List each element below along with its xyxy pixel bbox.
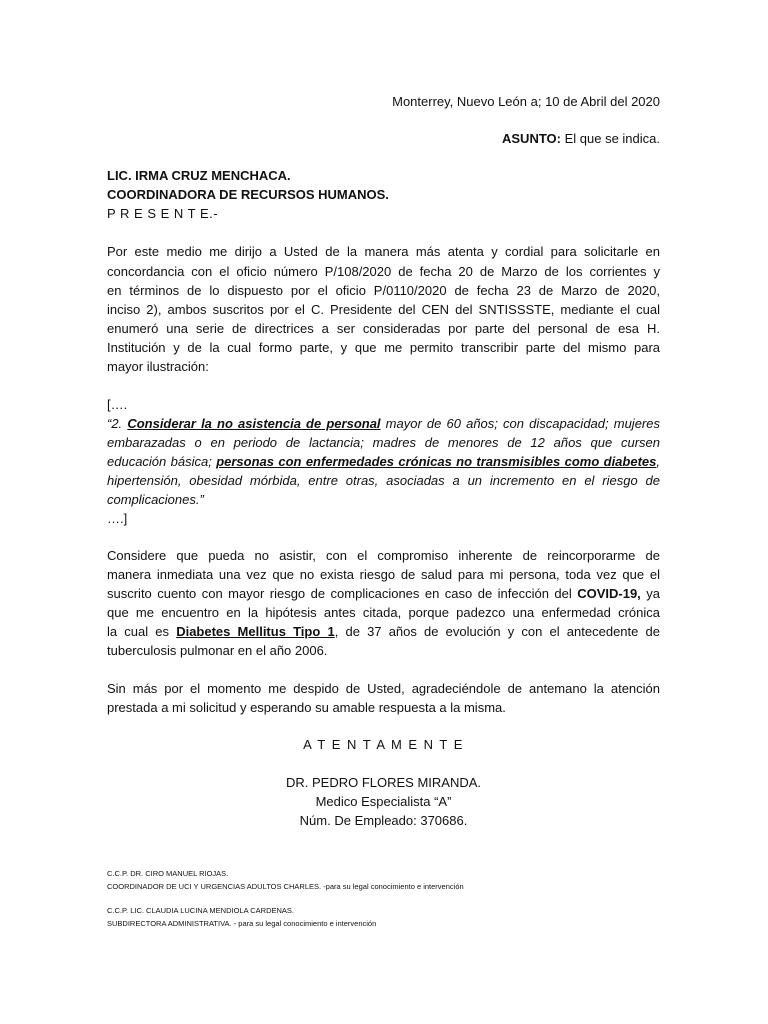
- paragraph2-line: que me encuentro en la hipótesis antes citada, porque padezco una enfermedad crónica: [107, 605, 660, 620]
- signer-name: DR. PEDRO FLORES MIRANDA.: [285, 775, 482, 790]
- paragraph3-line: Sin más por el momento me despido de Usted, agradeciéndole de antemano la atención: [107, 681, 660, 696]
- quote-line: hipertensión, obesidad mórbida, entre otras, asociadas a un incremento en el riesgo de: [107, 473, 660, 488]
- ccp-name: C.C.P. DR. CIRO MANUEL RIOJAS.: [107, 869, 229, 878]
- paragraph1-line: inciso 2), ambos suscritos por el C. Presidente del CEN del SNTISSSTE, mediante el cual: [107, 302, 660, 317]
- paragraph2-line: Considere que pueda no asistir, con el compromiso inherente de reincorporarme de: [107, 548, 660, 563]
- quote-text: ,: [656, 454, 660, 469]
- paragraph2-line: [107, 622, 660, 641]
- ccp-line: [107, 882, 464, 892]
- ccp-name: C.C.P. LIC. CLAUDIA LUCINA MENDIOLA CARDENAS.: [107, 906, 294, 915]
- diagnosis-emphasis: Diabetes Mellitus Tipo 1: [176, 624, 335, 639]
- paragraph1-line: Por este medio me dirijo a Usted de la manera más atenta y cordial para solicitarle en: [107, 244, 660, 259]
- ccp-note: - para su legal conocimiento e intervención: [231, 919, 377, 928]
- subject-label: ASUNTO:: [502, 131, 561, 146]
- paragraph1-line: en términos de lo dispuesto por el oficio P/0110/2020 de fecha 23 de Marzo de 2020,: [107, 283, 660, 298]
- presente-line: P R E S E N T E.-: [107, 206, 219, 221]
- signer-title: Medico Especialista “A”: [315, 794, 452, 809]
- paragraph1-line: enumeró una serie de directrices a ser consideradas por parte del personal de esa H.: [107, 321, 660, 336]
- employee-number: Núm. De Empleado: 370686.: [299, 813, 468, 828]
- paragraph2-text: ya: [640, 586, 660, 601]
- subject-text: El que se indica.: [560, 131, 660, 146]
- quote-text: educación básica;: [107, 454, 217, 469]
- paragraph2-text: , de 37 años de evolución y con el antecedente de: [334, 624, 660, 639]
- quote-number: “2.: [107, 416, 128, 431]
- quote-line: [107, 452, 660, 471]
- paragraph2-text: suscrito cuento con mayor riesgo de complicaciones en caso de infección del: [107, 586, 578, 601]
- paragraph2-text: la cual es: [107, 624, 177, 639]
- ccp-role: SUBDIRECTORA ADMINISTRATIVA.: [107, 919, 232, 928]
- paragraph2-line: tuberculosis pulmonar en el año 2006.: [107, 643, 328, 658]
- quote-close: ….]: [107, 511, 128, 526]
- quote-line: embarazadas o en periodo de lactancia; madres de menores de 12 años que cursen: [107, 435, 660, 450]
- quote-line: complicaciones.”: [107, 492, 204, 507]
- place-date: Monterrey, Nuevo León a; 10 de Abril del 2020: [392, 94, 660, 109]
- addressee-role: COORDINADORA DE RECURSOS HUMANOS.: [107, 187, 389, 202]
- paragraph1-line: mayor ilustración:: [107, 359, 209, 374]
- ccp-note: -para su legal conocimiento e intervención: [321, 882, 464, 891]
- addressee-name: LIC. IRMA CRUZ MENCHACA.: [107, 168, 291, 183]
- quote-emphasis: personas con enfermedades crónicas no transmisibles como diabetes: [216, 454, 657, 469]
- paragraph1-line: Institución y de la cual formo parte, y que me permito transcribir parte del mismo para: [107, 340, 660, 355]
- quote-text: mayor de 60 años; con discapacidad; mujeres: [380, 416, 660, 431]
- quote-line: [107, 414, 660, 433]
- paragraph1-line: concordancia con el oficio número P/108/2020 de fecha 20 de Marzo de los corrientes y: [107, 264, 660, 279]
- ccp-line: [107, 919, 376, 929]
- paragraph2-line: [107, 584, 660, 603]
- paragraph2-line: manera inmediata una vez que no exista riesgo de salud para mi persona, toda vez que el: [107, 567, 660, 582]
- quote-open: [….: [107, 397, 128, 412]
- quote-emphasis: Considerar la no asistencia de personal: [127, 416, 381, 431]
- atentamente: A T E N T A M E N T E: [303, 737, 464, 752]
- ccp-role: COORDINADOR DE UCI Y URGENCIAS ADULTOS CHARLES.: [107, 882, 322, 891]
- subject-line: [107, 129, 660, 148]
- paragraph3-line: prestada a mi solicitud y esperando su amable respuesta a la misma.: [107, 700, 506, 715]
- covid-emphasis: COVID-19,: [577, 586, 641, 601]
